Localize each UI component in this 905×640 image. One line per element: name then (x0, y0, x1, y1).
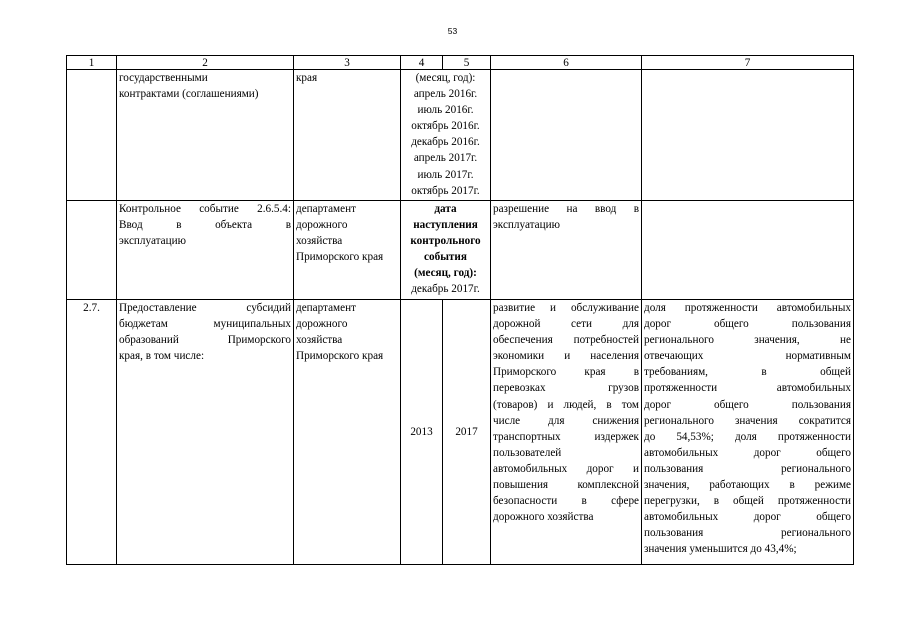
header-row (67, 56, 854, 70)
text-line: бюджетам муниципальных (119, 318, 291, 331)
text-line: эксплуатацию (493, 219, 560, 232)
text-line: дорожного (296, 219, 348, 232)
text-line: до 54,53%; доля протяженности (644, 430, 851, 443)
cell-result (491, 201, 642, 300)
header-cell: 7 (642, 56, 854, 70)
cell-number (67, 70, 117, 201)
text-line: апрель 2016г. (413, 88, 478, 101)
text-line: апрель 2017г. (413, 152, 478, 165)
cell-number: 2.7. (67, 300, 117, 565)
text-line: перегрузки, в общей протяженности (644, 495, 851, 508)
text-line: дорожного (296, 318, 348, 331)
text-line: разрешение на ввод в (493, 203, 639, 215)
cell-number (67, 201, 117, 300)
text-line: департамент (296, 203, 356, 215)
text-line: дорог общего пользования (644, 318, 851, 331)
text-line: Контрольное событие 2.6.5.4: (119, 203, 291, 215)
table-row (67, 300, 854, 565)
text-line: значения, работающих в режиме (644, 479, 851, 492)
text-line: дорожной сети для (493, 318, 639, 331)
text-line: Приморского края (296, 350, 384, 363)
cell-end-year: 2017 (443, 300, 491, 565)
text-line: контрольного (410, 235, 481, 248)
table-row (67, 70, 854, 201)
cell-indicator (642, 300, 854, 565)
cell-responsible (294, 70, 401, 201)
cell-indicator (642, 70, 854, 201)
text-line: регионального значения, не (644, 334, 851, 347)
text-line: июль 2017г. (417, 168, 474, 181)
text-line: июль 2016г. (417, 104, 474, 117)
text-line: образований Приморского (119, 334, 291, 347)
text-line: декабрь 2017г. (411, 283, 480, 296)
text-line: (товаров) и людей, в том (493, 398, 639, 411)
text-line: автомобильных дорог общего (644, 511, 851, 524)
header-cell: 5 (443, 56, 491, 70)
text-line: безопасности в сфере (493, 495, 639, 508)
page-number: 53 (447, 26, 458, 36)
text-line: Ввод в объекта в (119, 219, 291, 232)
plan-table (66, 55, 854, 565)
text-line: автомобильных дорог общего (644, 446, 851, 459)
text-line: развитие и обслуживание (493, 302, 639, 314)
text-line: дорожного хозяйства (493, 511, 594, 524)
text-line: (месяц, год): (415, 72, 476, 84)
text-line: (месяц, год): (414, 267, 477, 280)
text-line: хозяйства (296, 235, 343, 248)
cell-indicator (642, 201, 854, 300)
header-cell: 4 (401, 56, 443, 70)
text-line: края, в том числе: (119, 350, 205, 363)
text-line: события (424, 251, 467, 264)
text-line: обеспечения потребностей (493, 334, 639, 347)
cell-result (491, 70, 642, 201)
cell-description (117, 70, 294, 201)
cell-dates (401, 201, 491, 300)
text-line: экономики и населения (493, 350, 639, 363)
text-line: дата (434, 203, 457, 215)
text-line: протяженности автомобильных (644, 382, 851, 395)
text-line: Предоставление субсидий (119, 302, 291, 314)
text-line: декабрь 2016г. (411, 136, 480, 149)
text-line: дорог общего пользования (644, 398, 851, 411)
cell-description (117, 201, 294, 300)
text-line: требованиям, в общей (644, 366, 851, 379)
text-line: октябрь 2017г. (411, 184, 480, 197)
text-line: контрактами (соглашениями) (119, 88, 259, 101)
text-line: наступления (413, 219, 478, 232)
header-cell: 3 (294, 56, 401, 70)
header-cell: 1 (67, 56, 117, 70)
header-cell: 2 (117, 56, 294, 70)
cell-responsible (294, 300, 401, 565)
text-line: департамент (296, 302, 356, 314)
cell-responsible (294, 201, 401, 300)
text-line: повышения комплексной (493, 479, 639, 492)
text-line: пользования регионального (644, 462, 851, 475)
text-line: числе для снижения (493, 414, 639, 427)
cell-description (117, 300, 294, 565)
text-line: пользователей (493, 446, 562, 459)
text-line: автомобильных дорог и (493, 462, 639, 475)
text-line: октябрь 2016г. (411, 120, 480, 133)
text-line: перевозках грузов (493, 382, 639, 395)
cell-dates (401, 70, 491, 201)
cell-start-year: 2013 (401, 300, 443, 565)
text-line: государственными (119, 72, 208, 84)
header-cell: 6 (491, 56, 642, 70)
text-line: хозяйства (296, 334, 343, 347)
text-line: Приморского края (296, 251, 384, 264)
text-line: отвечающих нормативным (644, 350, 851, 363)
text-line: Приморского края в (493, 366, 639, 379)
text-line: эксплуатацию (119, 235, 186, 248)
text-line: края (296, 72, 318, 84)
text-line: значения уменьшится до 43,4%; (644, 543, 797, 556)
text-line: транспортных издержек (493, 430, 639, 443)
text-line: доля протяженности автомобильных (644, 302, 851, 314)
table-row (67, 201, 854, 300)
cell-result (491, 300, 642, 565)
text-line: пользования регионального (644, 527, 851, 540)
text-line: регионального значения сократится (644, 414, 851, 427)
